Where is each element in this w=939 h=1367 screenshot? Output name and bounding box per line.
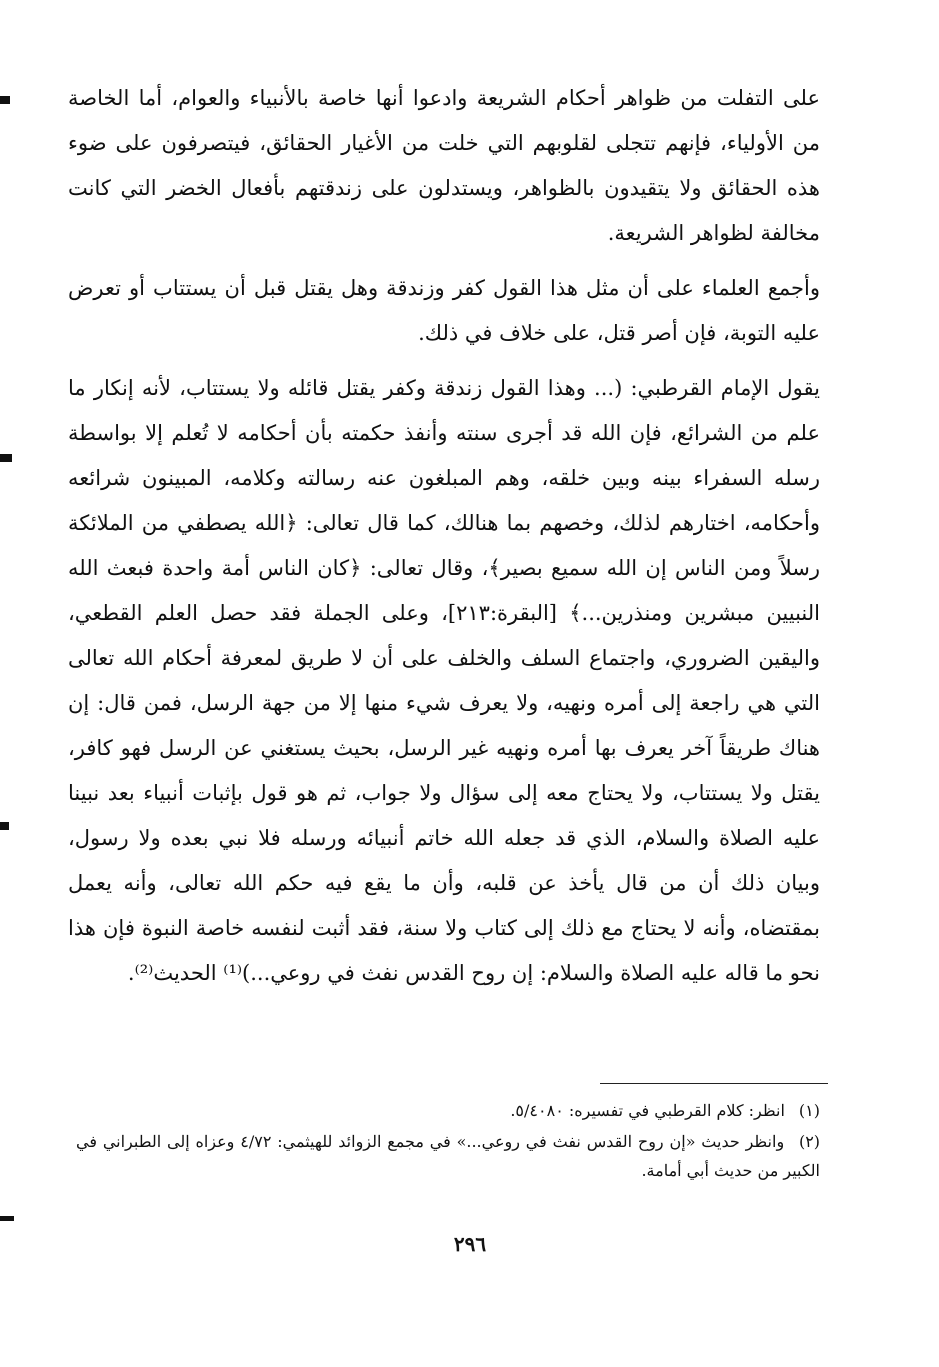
margin-mark [0, 822, 9, 830]
margin-mark [0, 454, 12, 462]
footnote-2 [76, 1127, 820, 1185]
margin-mark [0, 96, 10, 104]
main-text [68, 76, 820, 1006]
paragraph-3-quotation: يقول الإمام القرطبي: (... وهذا القول زندقة وكفر يقتل قائله ولا يستتاب، لأنه إنكار ما علم من الشرائع، فإن الله قد أجرى سنته وأنفذ حكمته بأن أحكامه لا تُعلم إلا بواسطة رسله السفراء بينه وبين خلقه، وهم المبلغون عنه رسالته وكلامه، المبينون شرائعه وأحكامه، اختارهم لذلك، وخصهم بما هنالك، كما قال تعالى: ﴿الله يصطفي من الملائكة رسلاً ومن الناس إن الله سميع بصير﴾، وقال تعالى: ﴿كان الناس أمة واحدة فبعث الله النبيين مبشرين ومنذرين...﴾ [البقرة:٢١٣]، وعلى الجملة فقد حصل العلم القطعي، واليقين الضروري، واجتماع السلف والخلف على أن لا طريق لمعرفة أحكام الله تعالى التي هي راجعة إلى أمره ونهيه، ولا يعرف شيء منها إلا من جهة الرسل، فمن قال: إن هناك طريقاً آخر يعرف بها أمره ونهيه غير الرسل، بحيث يستغني عن الرسل فهو كافر، يقتل ولا يستتاب، ولا يحتاج معه إلى سؤال ولا جواب، ثم هو قول بإثبات أنبياء بعد نبينا عليه الصلاة والسلام، الذي قد جعله الله خاتم أنبيائه ورسله فلا نبي بعده ولا رسول، وبيان ذلك أن من قال يأخذ عن قلبه، وأن ما يقع فيه حكم الله تعالى، وأنه يعمل بمقتضاه، وأنه لا يحتاج مع ذلك إلى كتاب ولا سنة، فقد أثبت لنفسه خاصة النبوة فإن هذا نحو ما قاله عليه الصلاة والسلام: إن روح القدس نفث في روعي...)⁽¹⁾ الحديث⁽²⁾. [68, 376, 821, 985]
footnote-text: وانظر حديث «إن روح القدس نفث في روعي...» في مجمع الزوائد للهيثمي: ٤/٧٢ وعزاه إلى الطبراني في الكبير من حديث أبي أمامة. [76, 1132, 820, 1180]
footnote-1 [76, 1096, 820, 1125]
footnote-number: (٢) [798, 1132, 821, 1151]
page-number: ٢٩٦ [453, 1232, 487, 1256]
paragraph-1: على التفلت من ظواهر أحكام الشريعة وادعوا أنها خاصة بالأنبياء والعوام، أما الخاصة من الأولياء، فإنهم تتجلى لقلوبهم التي خلت من الأغيار الحقائق، فيتصرفون على ضوء هذه الحقائق ولا يتقيدون بالظواهر، ويستدلون على زندقتهم بأفعال الخضر التي كانت مخالفة لظواهر الشريعة. [68, 86, 820, 245]
footnotes [76, 1096, 820, 1187]
footnote-text: انظر: كلام القرطبي في تفسيره: ٥/٤٠٨٠. [510, 1101, 785, 1120]
paragraph-2: وأجمع العلماء على أن مثل هذا القول كفر وزندقة وهل يقتل قبل أن يستتاب أو تعرض عليه التوبة، فإن أصر قتل، على خلاف في ذلك. [68, 276, 820, 345]
footnote-separator [600, 1083, 828, 1084]
footnote-number: (١) [798, 1101, 820, 1120]
margin-mark [0, 1216, 14, 1221]
